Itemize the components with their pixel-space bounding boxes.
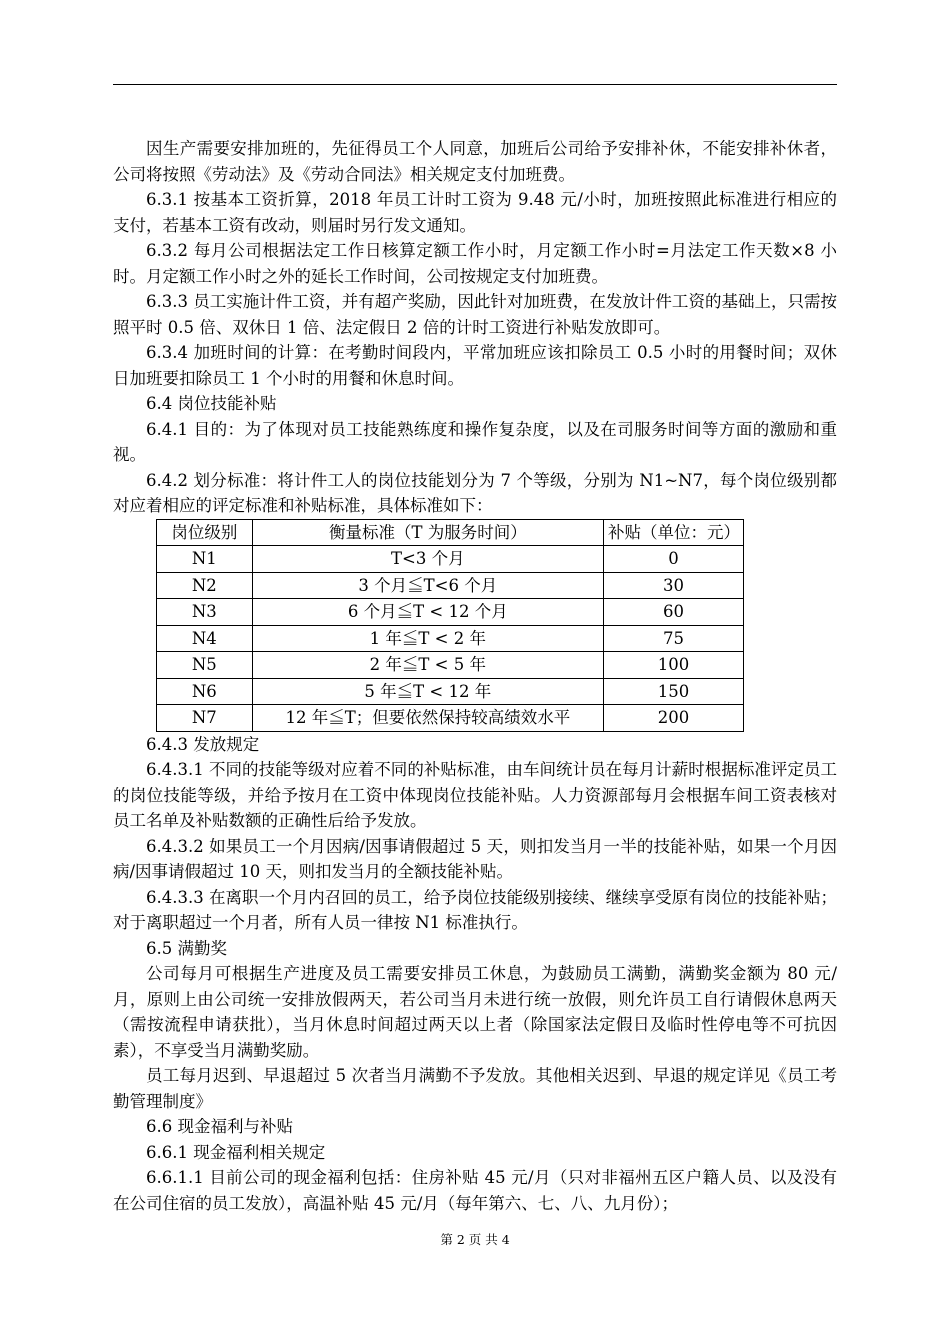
grade-cell: N1	[157, 546, 253, 573]
table-row	[157, 652, 744, 679]
table-row	[157, 625, 744, 652]
paragraph: 6.3.1 按基本工资折算，2018 年员工计时工资为 9.48 元/小时，加班按照此标准进行相应的支付，若基本工资有改动，则届时另行发文通知。	[113, 190, 837, 235]
paragraph: 6.3.4 加班时间的计算：在考勤时间段内，平常加班应该扣除员工 0.5 小时的用餐时间；双休日加班要扣除员工 1 个小时的用餐和休息时间。	[113, 343, 837, 388]
paragraph: 6.3.2 每月公司根据法定工作日核算定额工作小时，月定额工作小时=月法定工作天数×8 小时。月定额工作小时之外的延长工作时间，公司按规定支付加班费。	[113, 241, 837, 286]
table-row	[157, 705, 744, 732]
grade-cell: N4	[157, 625, 253, 652]
section-heading: 6.5 满勤奖	[146, 938, 227, 958]
paragraph: 6.4.2 划分标准：将计件工人的岗位技能划分为 7 个等级，分别为 N1~N7，每个岗位级别都对应着相应的评定标准和补贴标准，具体标准如下：	[113, 470, 837, 515]
skill-grade-table	[156, 519, 744, 732]
grade-cell: N7	[157, 705, 253, 732]
header-criteria: 衡量标准（T 为服务时间）	[252, 519, 603, 546]
subsidy-cell: 0	[604, 546, 744, 573]
header-subsidy: 补贴（单位：元）	[604, 519, 744, 546]
table-row	[157, 572, 744, 599]
table-row	[157, 678, 744, 705]
criteria-cell: 6 个月≦T < 12 个月	[252, 599, 603, 626]
criteria-cell: 5 年≦T < 12 年	[252, 678, 603, 705]
paragraph: 因生产需要安排加班的，先征得员工个人同意，加班后公司给予安排补休，不能安排补休者，公司将按照《劳动法》及《劳动合同法》相关规定支付加班费。	[113, 139, 837, 184]
paragraph: 公司每月可根据生产进度及员工需要安排员工休息，为鼓励员工满勤，满勤奖金额为 80 元/月，原则上由公司统一安排放假两天，若公司当月未进行统一放假，则允许员工自行请假休息两天（需按流程申请获批），当月休息时间超过两天以上者（除国家法定假日及临时性停电等不可抗因素），不享受当月满勤奖励。	[113, 964, 837, 1060]
paragraph: 6.4.3.1 不同的技能等级对应着不同的补贴标准，由车间统计员在每月计薪时根据标准评定员工的岗位技能等级，并给予按月在工资中体现岗位技能补贴。人力资源部每月会根据车间工资表核对员工名单及补贴数额的正确性后给予发放。	[113, 760, 837, 830]
criteria-cell: 1 年≦T < 2 年	[252, 625, 603, 652]
section-heading: 6.4 岗位技能补贴	[146, 394, 277, 413]
criteria-cell: 3 个月≦T<6 个月	[252, 572, 603, 599]
document-body	[113, 136, 837, 1216]
paragraph: 6.6.1.1 目前公司的现金福利包括：住房补贴 45 元/月（只对非福州五区户籍人员、以及没有在公司住宿的员工发放），高温补贴 45 元/月（每年第六、七、八、九月份）；	[113, 1168, 837, 1213]
paragraph: 员工每月迟到、早退超过 5 次者当月满勤不予发放。其他相关迟到、早退的规定详见《员工考勤管理制度》	[113, 1066, 837, 1111]
subsidy-cell: 100	[604, 652, 744, 679]
subsidy-cell: 150	[604, 678, 744, 705]
table-header-row	[157, 519, 744, 546]
header-grade: 岗位级别	[157, 519, 253, 546]
paragraph: 6.4.1 目的：为了体现对员工技能熟练度和操作复杂度，以及在司服务时间等方面的激励和重视。	[113, 419, 837, 464]
grade-cell: N3	[157, 599, 253, 626]
criteria-cell: 2 年≦T < 5 年	[252, 652, 603, 679]
grade-cell: N6	[157, 678, 253, 705]
page-footer: 第 2 页 共 4	[440, 1232, 510, 1247]
subsidy-cell: 60	[604, 599, 744, 626]
subsidy-cell: 30	[604, 572, 744, 599]
section-heading: 6.6 现金福利与补贴	[146, 1117, 293, 1136]
section-heading: 6.4.3 发放规定	[146, 734, 260, 754]
header-rule	[113, 84, 837, 85]
subsidy-cell: 200	[604, 705, 744, 732]
paragraph: 6.3.3 员工实施计件工资，并有超产奖励，因此针对加班费，在发放计件工资的基础上，只需按照平时 0.5 倍、双休日 1 倍、法定假日 2 倍的计时工资进行补贴发放即可。	[113, 292, 837, 337]
section-heading: 6.6.1 现金福利相关规定	[146, 1142, 326, 1162]
subsidy-cell: 75	[604, 625, 744, 652]
criteria-cell: T<3 个月	[252, 546, 603, 573]
paragraph: 6.4.3.3 在离职一个月内召回的员工，给予岗位技能级别接续、继续享受原有岗位的技能补贴；对于离职超过一个月者，所有人员一律按 N1 标准执行。	[113, 887, 837, 932]
grade-cell: N2	[157, 572, 253, 599]
table-row	[157, 546, 744, 573]
grade-cell: N5	[157, 652, 253, 679]
table-row	[157, 599, 744, 626]
criteria-cell: 12 年≦T；但要依然保持较高绩效水平	[252, 705, 603, 732]
paragraph: 6.4.3.2 如果员工一个月因病/因事请假超过 5 天，则扣发当月一半的技能补贴，如果一个月因病/因事请假超过 10 天，则扣发当月的全额技能补贴。	[113, 836, 837, 881]
